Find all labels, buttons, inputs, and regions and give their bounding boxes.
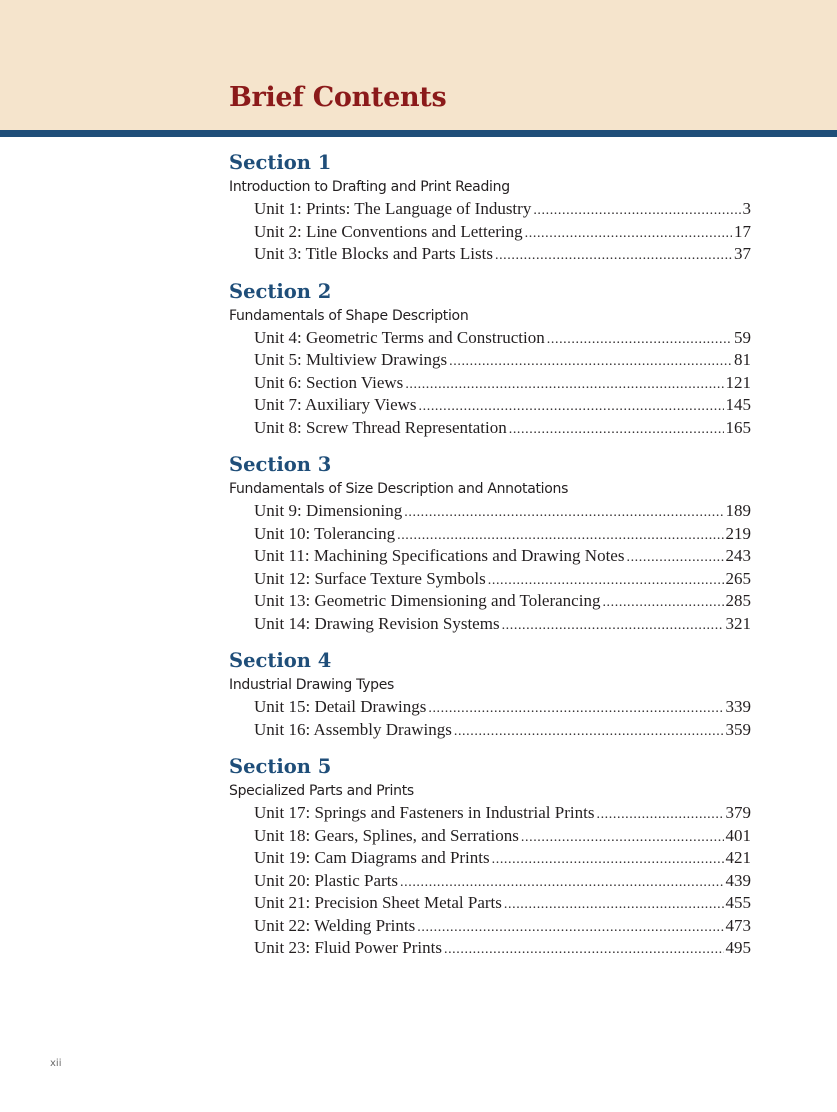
dot-leader (602, 592, 723, 613)
toc-entry-title: Unit 3: Title Blocks and Parts Lists (254, 244, 493, 263)
dot-leader (419, 396, 724, 417)
toc-entry-title: Unit 21: Precision Sheet Metal Parts (254, 893, 502, 912)
section-heading: Section 3 (229, 453, 332, 476)
section-heading: Section 4 (229, 649, 332, 672)
toc-entry-page-number: 439 (725, 870, 751, 890)
toc-entry-page-number: 401 (725, 825, 751, 845)
toc-entry[interactable] (229, 372, 751, 395)
toc-entry-page-number: 189 (725, 501, 751, 520)
toc-entry-page-number: 455 (725, 893, 751, 912)
toc-section-1 (229, 150, 751, 266)
dot-leader (495, 245, 732, 266)
toc-entry-page-number: 219 (725, 523, 751, 543)
toc-entry-page-number: 473 (725, 915, 751, 935)
toc-entry-title: Unit 8: Screw Thread Representation (254, 417, 507, 437)
toc-entry-title: Unit 1: Prints: The Language of Industry (254, 199, 532, 218)
toc-entry-page-number: 81 (734, 350, 751, 369)
toc-entry[interactable] (229, 349, 751, 372)
toc-section-5 (229, 754, 751, 960)
toc-section-4 (229, 648, 751, 741)
toc-entry-title: Unit 23: Fluid Power Prints (254, 938, 442, 957)
toc-entry-title: Unit 15: Detail Drawings (254, 697, 427, 716)
toc-entry-page-number: 359 (725, 719, 751, 739)
toc-entry[interactable] (229, 719, 751, 742)
toc-entry[interactable] (229, 847, 751, 870)
toc-entry[interactable] (229, 825, 751, 848)
toc-entry-title: Unit 2: Line Conventions and Lettering (254, 221, 523, 241)
toc-entry-page-number: 285 (725, 591, 751, 610)
toc-entry-page-number: 37 (734, 244, 751, 263)
toc-entry-page-number: 379 (725, 803, 751, 822)
toc-entry-title: Unit 11: Machining Specifications and Drawing Notes (254, 546, 625, 565)
toc-entry-title: Unit 16: Assembly Drawings (254, 719, 452, 739)
toc-entry-title: Unit 10: Tolerancing (254, 523, 396, 543)
toc-entry[interactable] (229, 523, 751, 546)
toc-entry-title: Unit 14: Drawing Revision Systems (254, 613, 500, 633)
dot-leader (547, 329, 732, 350)
dot-leader (405, 374, 723, 395)
dot-leader (596, 804, 723, 825)
dot-leader (492, 849, 724, 870)
toc-entry[interactable] (229, 915, 751, 938)
toc-entry[interactable] (229, 198, 751, 221)
toc-entry[interactable] (229, 394, 751, 417)
toc-entry[interactable] (229, 802, 751, 825)
toc-entry-title: Unit 7: Auxiliary Views (254, 395, 417, 414)
dot-leader (444, 939, 724, 960)
page-title: Brief Contents (229, 82, 447, 113)
dot-leader (525, 223, 732, 244)
toc-entry[interactable] (229, 417, 751, 440)
toc-entry-page-number: 243 (725, 546, 751, 565)
dot-leader (454, 721, 724, 742)
section-heading: Section 5 (229, 755, 332, 778)
toc-entry-page-number: 321 (725, 613, 751, 633)
toc-entry[interactable] (229, 696, 751, 719)
toc-entry-page-number: 495 (725, 938, 751, 957)
toc-entry-title: Unit 4: Geometric Terms and Construction (254, 327, 545, 347)
toc-entry-title: Unit 12: Surface Texture Symbols (254, 568, 486, 588)
toc-entry[interactable] (229, 613, 751, 636)
toc-entry-page-number: 59 (734, 327, 751, 347)
section-heading: Section 2 (229, 279, 332, 303)
toc-entry-title: Unit 17: Springs and Fasteners in Industrial Prints (254, 803, 595, 822)
toc-entry-page-number: 145 (725, 395, 751, 414)
toc-entry[interactable] (229, 568, 751, 591)
dot-leader (626, 547, 723, 568)
dot-leader (397, 525, 723, 546)
section-heading: Section 1 (229, 151, 332, 174)
toc-entry[interactable] (229, 327, 751, 350)
toc-entry-title: Unit 20: Plastic Parts (254, 870, 399, 890)
dot-leader (428, 698, 723, 719)
toc-entry-title: Unit 6: Section Views (254, 372, 404, 392)
toc-entry-page-number: 265 (725, 568, 751, 588)
section-subtitle: Fundamentals of Size Description and Annotations (229, 481, 569, 497)
dot-leader (521, 827, 724, 848)
dot-leader (509, 419, 724, 440)
toc-entry[interactable] (229, 870, 751, 893)
dot-leader (502, 615, 724, 636)
section-subtitle: Introduction to Drafting and Print Reading (229, 179, 510, 195)
section-subtitle: Industrial Drawing Types (229, 677, 395, 693)
dot-leader (533, 200, 740, 221)
toc-entry-title: Unit 22: Welding Prints (254, 915, 416, 935)
toc-entry-title: Unit 18: Gears, Splines, and Serrations (254, 825, 519, 845)
toc-entry-title: Unit 19: Cam Diagrams and Prints (254, 848, 490, 867)
toc-entry[interactable] (229, 243, 751, 266)
toc-entry[interactable] (229, 590, 751, 613)
dot-leader (504, 894, 724, 915)
page-folio: xii (50, 1058, 62, 1069)
toc-entry-title: Unit 5: Multiview Drawings (254, 350, 448, 369)
toc-section-2 (229, 279, 751, 440)
toc-entry[interactable] (229, 937, 751, 960)
header-rule (0, 130, 837, 137)
dot-leader (488, 570, 724, 591)
toc-entry-page-number: 3 (742, 199, 751, 218)
table-of-contents (229, 150, 751, 973)
toc-section-3 (229, 452, 751, 635)
toc-entry-page-number: 17 (734, 221, 751, 241)
dot-leader (400, 872, 723, 893)
toc-entry-title: Unit 9: Dimensioning (254, 501, 403, 520)
toc-entry-title: Unit 13: Geometric Dimensioning and Tolerancing (254, 591, 601, 610)
dot-leader (417, 917, 723, 938)
toc-entry[interactable] (229, 545, 751, 568)
toc-entry[interactable] (229, 221, 751, 244)
dot-leader (404, 502, 723, 523)
dot-leader (449, 351, 732, 372)
toc-entry-page-number: 121 (725, 372, 751, 392)
toc-entry-page-number: 421 (725, 848, 751, 867)
section-subtitle: Specialized Parts and Prints (229, 783, 414, 799)
section-subtitle: Fundamentals of Shape Description (229, 307, 469, 324)
toc-entry[interactable] (229, 892, 751, 915)
toc-entry-page-number: 339 (725, 697, 751, 716)
toc-entry[interactable] (229, 500, 751, 523)
toc-entry-page-number: 165 (725, 417, 751, 437)
